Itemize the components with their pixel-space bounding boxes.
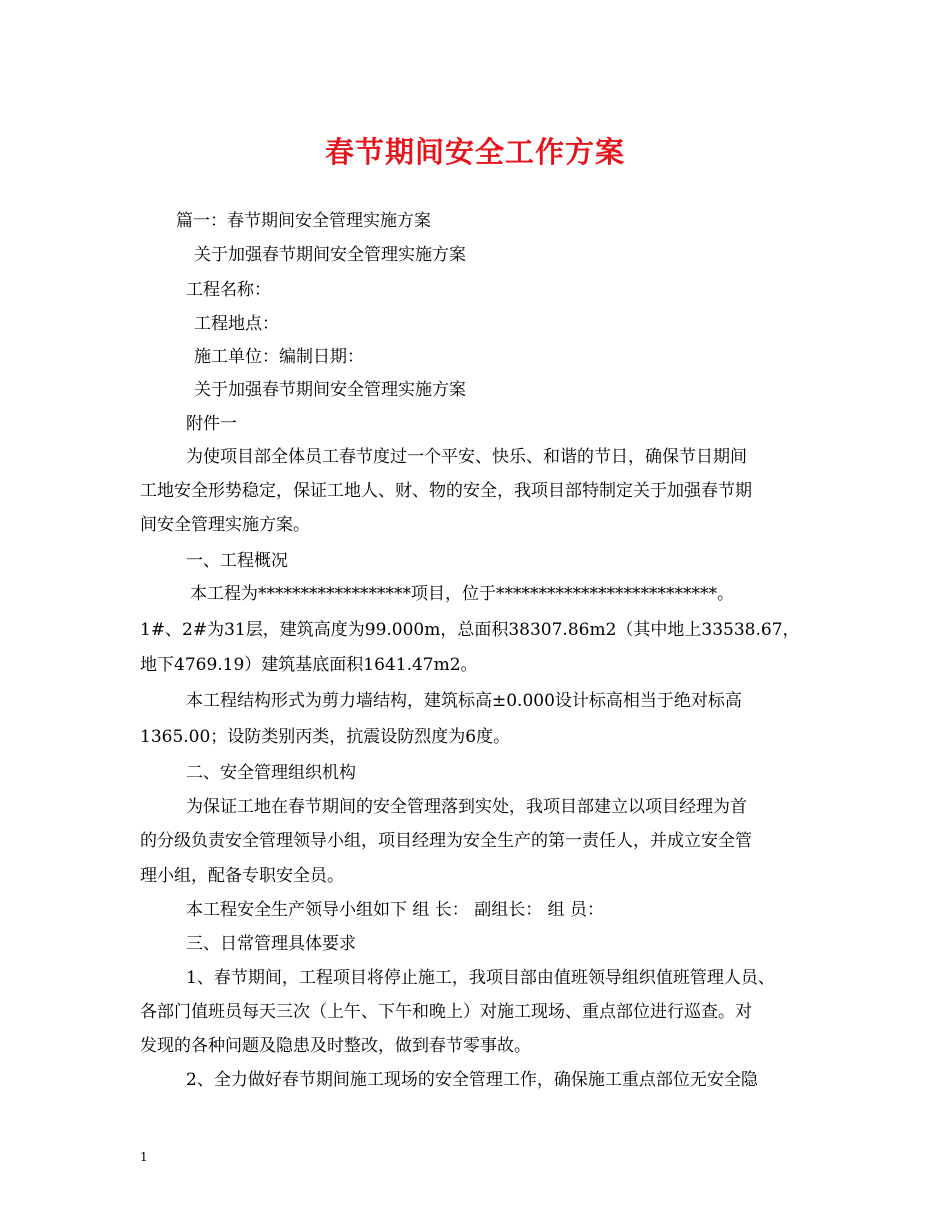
- text-line: 为保证工地在春节期间的安全管理落到实处，我项目部建立以项目经理为首: [186, 797, 747, 817]
- section-heading: 二、安全管理组织机构: [186, 763, 356, 783]
- text-line: 1#、2#为31层，建筑高度为99.000m，总面积38307.86m2（其中地上33538.67，: [140, 620, 800, 640]
- text-line: 地下4769.19）建筑基底面积1641.47m2。: [140, 655, 478, 675]
- text-line: 关于加强春节期间安全管理实施方案: [194, 245, 466, 265]
- text-line: 工地安全形势稳定，保证工地人、财、物的安全，我项目部特制定关于加强春节期: [140, 481, 752, 501]
- section-heading: 一、工程概况: [186, 551, 288, 571]
- text-line: 各部门值班员每天三次（上午、下午和晚上）对施工现场、重点部位进行巡查。对: [140, 1002, 752, 1022]
- text-line: 发现的各种问题及隐患及时整改，做到春节零事故。: [140, 1036, 531, 1056]
- text-line: 本工程为******************项目，位于**************************。: [190, 584, 734, 604]
- text-line: 工程名称：: [186, 280, 271, 300]
- text-line: 1、春节期间，工程项目将停止施工，我项目部由值班领导组织值班管理人员、: [186, 968, 775, 988]
- text-line: 2、全力做好春节期间施工现场的安全管理工作，确保施工重点部位无安全隐: [186, 1070, 758, 1090]
- text-line: 本工程安全生产领导小组如下 组 长： 副组长： 组 员：: [186, 900, 605, 920]
- text-line: 附件一: [186, 414, 237, 434]
- text-line: 的分级负责安全管理领导小组，项目经理为安全生产的第一责任人，并成立安全管: [140, 831, 752, 851]
- text-line: 工程地点：: [194, 314, 279, 334]
- section-heading: 三、日常管理具体要求: [186, 934, 356, 954]
- page-number: 1: [140, 1150, 148, 1164]
- text-line: 施工单位：编制日期：: [194, 347, 364, 367]
- text-line: 为使项目部全体员工春节度过一个平安、快乐、和谐的节日，确保节日期间: [186, 447, 747, 467]
- text-line: 本工程结构形式为剪力墙结构，建筑标高±0.000设计标高相当于绝对标高: [186, 691, 742, 711]
- document-title: 春节期间安全工作方案: [324, 135, 625, 169]
- text-line: 理小组，配备专职安全员。: [140, 866, 344, 886]
- text-line: 1365.00；设防类别丙类，抗震设防烈度为6度。: [140, 727, 511, 747]
- text-line: 间安全管理实施方案。: [140, 515, 310, 535]
- text-line: 篇一：春节期间安全管理实施方案: [176, 211, 431, 231]
- text-line: 关于加强春节期间安全管理实施方案: [194, 380, 466, 400]
